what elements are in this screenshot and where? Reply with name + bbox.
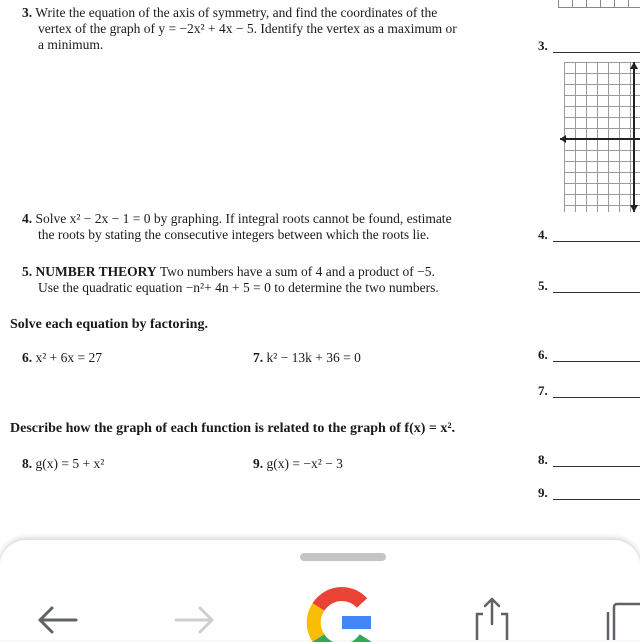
problem-text: Write the equation of the axis of symmetry, and find the coordinates of the (35, 5, 438, 20)
problem-number: 5. (22, 264, 33, 279)
sheet-drag-handle[interactable] (300, 553, 386, 561)
answer-label-7: 7. (538, 383, 548, 398)
problem-3 (22, 5, 522, 53)
section-heading-graphs: Describe how the graph of each function is related to the graph of f(x) = x². (10, 421, 456, 436)
arrow-right-icon[interactable] (172, 603, 216, 637)
equation: k² − 13k + 36 = 0 (266, 350, 361, 365)
answer-label-4: 4. (538, 227, 548, 242)
coordinate-grid (560, 62, 640, 212)
answer-blank-8[interactable] (553, 466, 640, 467)
equation: g(x) = 5 + x² (35, 456, 105, 471)
problem-text: a minimum. (38, 37, 104, 52)
axis-arrow (560, 135, 566, 143)
problem-7 (253, 350, 361, 366)
problem-text: vertex of the graph of y = −2x² + 4x − 5. Identify the vertex as a maximum or (38, 21, 457, 36)
problem-number: 3. (22, 5, 33, 20)
problem-9 (253, 456, 343, 472)
problem-4 (22, 211, 522, 243)
answer-blank-6[interactable] (553, 361, 640, 362)
answer-blank-5[interactable] (553, 292, 640, 293)
problem-number: 7. (253, 350, 264, 365)
answer-blank-4[interactable] (553, 241, 640, 242)
answer-label-9: 9. (538, 485, 548, 500)
answer-blank-7[interactable] (553, 397, 640, 398)
problem-number: 9. (253, 456, 264, 471)
answer-label-6: 6. (538, 347, 548, 362)
answer-label-3: 3. (538, 38, 548, 53)
axis-arrow (630, 205, 638, 212)
equation: g(x) = −x² − 3 (266, 456, 343, 471)
problem-number: 8. (22, 456, 33, 471)
answer-label-8: 8. (538, 452, 548, 467)
equation: x² + 6x = 27 (35, 350, 103, 365)
problem-text: Two numbers have a sum of 4 and a product of −5. (159, 264, 435, 279)
problem-text: Solve x² − 2x − 1 = 0 by graphing. If integral roots cannot be found, estimate (35, 211, 452, 226)
top-grid-remnant (558, 0, 640, 8)
answer-label-5: 5. (538, 278, 548, 293)
google-g-logo[interactable] (306, 586, 378, 642)
section-heading-factoring: Solve each equation by factoring. (10, 317, 208, 332)
answer-blank-9[interactable] (553, 499, 640, 500)
problem-6 (22, 350, 102, 366)
problem-8 (22, 456, 104, 472)
tabs-icon[interactable] (602, 600, 640, 640)
problem-5 (22, 264, 522, 296)
answer-blank-3[interactable] (553, 52, 640, 53)
problem-text: Use the quadratic equation −n²+ 4n + 5 = 0 to determine the two numbers. (38, 280, 439, 295)
axis-arrow (630, 62, 638, 69)
problem-number: 6. (22, 350, 33, 365)
problem-text: the roots by stating the consecutive integers between which the roots lie. (38, 227, 430, 242)
problem-topic: NUMBER THEORY (35, 264, 157, 279)
share-icon[interactable] (470, 596, 514, 640)
arrow-left-icon[interactable] (36, 603, 80, 637)
problem-number: 4. (22, 211, 33, 226)
